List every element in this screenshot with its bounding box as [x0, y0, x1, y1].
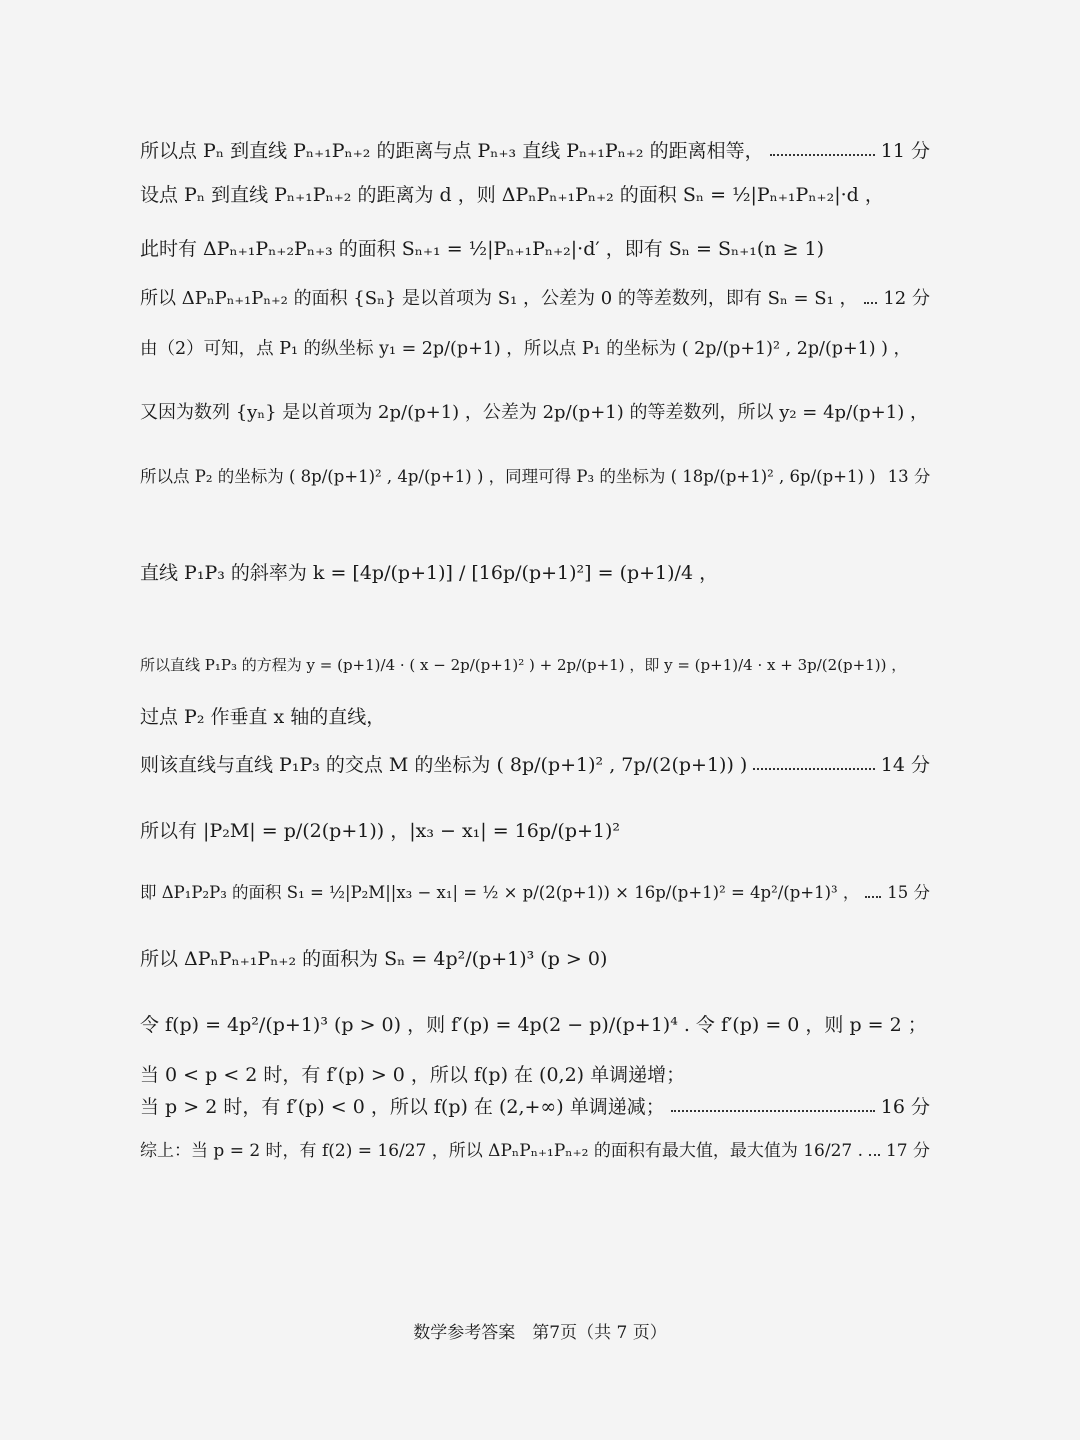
score-label: 12 分 — [883, 288, 930, 309]
score-label: 16 分 — [880, 1096, 930, 1118]
line-text: 所以 ΔPₙPₙ₊₁Pₙ₊₂ 的面积为 Sₙ = 4p²/(p+1)³ (p > 0) — [140, 948, 608, 970]
line-text: 令 f(p) = 4p²/(p+1)³ (p > 0) ，则 f′(p) = 4p(2 − p)/(p+1)⁴ . 令 f′(p) = 0 ，则 p = 2 ； — [140, 1014, 927, 1036]
dotted-leader — [770, 154, 875, 156]
line-text: 由（2）可知，点 P₁ 的纵坐标 y₁ = 2p/(p+1) ，所以点 P₁ 的坐标为 ( 2p/(p+1)² , 2p/(p+1) ) ， — [140, 339, 912, 359]
answer-line-3 — [140, 236, 930, 262]
line-text: 又因为数列 {yₙ} 是以首项为 2p/(p+1) ，公差为 2p/(p+1) 的等差数列，所以 y₂ = 4p/(p+1) ， — [140, 402, 928, 423]
answer-line-8 — [140, 560, 930, 586]
answer-line-15 — [140, 1012, 930, 1038]
line-text: 当 p > 2 时，有 f′(p) < 0 ，所以 f(p) 在 (2,+∞) 单调递减； — [140, 1096, 665, 1118]
page-footer: 数学参考答案 第7页（共 7 页） — [413, 1323, 667, 1343]
line-text: 过点 P₂ 作垂直 x 轴的直线， — [140, 706, 386, 728]
score-label: 13 分 — [887, 467, 931, 486]
answer-line-11 — [140, 752, 930, 778]
answer-line-13 — [140, 880, 930, 906]
line-text: 设点 Pₙ 到直线 Pₙ₊₁Pₙ₊₂ 的距离为 d ，则 ΔPₙPₙ₊₁Pₙ₊₂ 的面积 Sₙ = ½|Pₙ₊₁Pₙ₊₂|·d ， — [140, 184, 884, 206]
answer-line-18 — [140, 1138, 930, 1164]
line-text: 所以点 Pₙ 到直线 Pₙ₊₁Pₙ₊₂ 的距离与点 Pₙ₊₃ 直线 Pₙ₊₁Pₙ₊₂ 的距离相等， — [140, 140, 764, 162]
answer-line-2 — [140, 182, 930, 208]
line-text: 综上：当 p = 2 时，有 f(2) = 16/27 ，所以 ΔPₙPₙ₊₁Pₙ₊₂ 的面积有最大值，最大值为 16/27 . — [140, 1141, 864, 1161]
score-label: 14 分 — [880, 754, 930, 776]
line-text: 所以点 P₂ 的坐标为 ( 8p/(p+1)² , 4p/(p+1) ) ，同理可得 P₃ 的坐标为 ( 18p/(p+1)² , 6p/(p+1) ) — [140, 467, 876, 486]
dotted-leader — [869, 1154, 880, 1156]
answer-line-12 — [140, 818, 930, 844]
dotted-leader — [864, 302, 878, 304]
line-text: 所以 ΔPₙPₙ₊₁Pₙ₊₂ 的面积 {Sₙ} 是以首项为 S₁ ，公差为 0 的等差数列，即有 Sₙ = S₁ ， — [140, 288, 858, 309]
line-text: 即 ΔP₁P₂P₃ 的面积 S₁ = ½|P₂M||x₃ − x₁| = ½ × p/(2(p+1)) × 16p/(p+1)² = 4p²/(p+1)³ ， — [140, 883, 860, 902]
answer-line-6 — [140, 400, 930, 426]
line-text: 则该直线与直线 P₁P₃ 的交点 M 的坐标为 ( 8p/(p+1)² , 7p/(2(p+1)) ) — [140, 754, 748, 776]
answer-line-7 — [140, 464, 930, 490]
answer-line-1 — [140, 138, 930, 164]
line-text: 直线 P₁P₃ 的斜率为 k = [4p/(p+1)] / [16p/(p+1)²] = (p+1)/4 ， — [140, 562, 719, 584]
answer-line-9 — [140, 652, 930, 678]
dotted-leader — [671, 1110, 875, 1112]
score-label: 15 分 — [887, 883, 930, 902]
score-label: 17 分 — [885, 1141, 930, 1161]
line-text: 此时有 ΔPₙ₊₁Pₙ₊₂Pₙ₊₃ 的面积 Sₙ₊₁ = ½|Pₙ₊₁Pₙ₊₂|·d′ ，即有 Sₙ = Sₙ₊₁(n ≥ 1) — [140, 238, 825, 260]
line-text: 所以直线 P₁P₃ 的方程为 y = (p+1)/4 · ( x − 2p/(p+1)² ) + 2p/(p+1) ，即 y = (p+1)/4 · x + 3p/(2(p+1)) ， — [140, 656, 907, 674]
dotted-leader — [865, 896, 881, 898]
dotted-leader — [753, 768, 874, 770]
answer-line-16 — [140, 1062, 930, 1088]
answer-line-17 — [140, 1094, 930, 1120]
answer-line-5 — [140, 336, 930, 362]
score-label: 11 分 — [880, 140, 930, 162]
line-text: 当 0 < p < 2 时，有 f′(p) > 0 ，所以 f(p) 在 (0,2) 单调递增； — [140, 1064, 686, 1086]
answer-line-14 — [140, 946, 930, 972]
answer-line-4 — [140, 286, 930, 312]
line-text: 所以有 |P₂M| = p/(2(p+1)) ，|x₃ − x₁| = 16p/(p+1)² — [140, 820, 621, 842]
answer-line-10 — [140, 704, 930, 730]
